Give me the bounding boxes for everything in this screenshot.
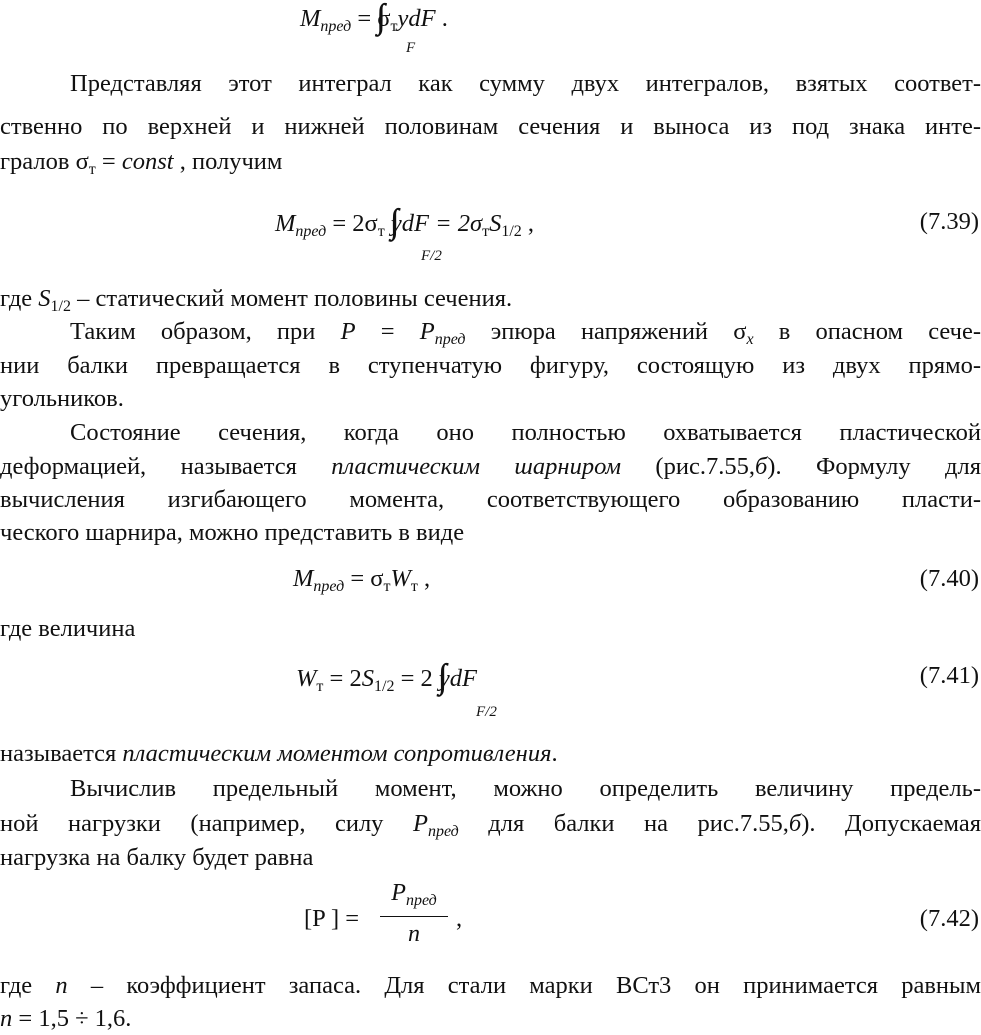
paragraph-line: деформацией, называется пластическим шарниром (рис.7.55,б). Формулу для [0, 453, 981, 480]
paragraph-line: Таким образом, при $P = P_{пред}$ эпюра напряжений $\sigma_x$ в опасном сече- [70, 318, 981, 348]
integral-limit: F/2 [476, 704, 497, 720]
equation-number: (7.40) [919, 565, 979, 592]
paragraph-line: угольников. [0, 385, 124, 412]
equation-number: (7.42) [919, 905, 979, 932]
paragraph-line: n = 1,5 ÷ 1,6. [0, 1005, 132, 1032]
fraction-numerator: $P_{пред}$ [391, 880, 437, 909]
equation-comma: , [456, 905, 463, 932]
paragraph-line: Представляя этот интеграл как сумму двух интегралов, взятых соответ- [70, 70, 981, 97]
equation-number: (7.41) [919, 662, 979, 689]
paragraph-line: гралов $\sigma_т$ = const , получим [0, 148, 283, 178]
paragraph-line: где n – коэффициент запаса. Для стали марки ВСт3 он принимается равным [0, 972, 981, 999]
integral-limit: F/2 [421, 248, 442, 264]
equation-7-42-lhs: [P ] = [304, 905, 360, 932]
equation-7-41: $W_т = 2S_{1/2} = 2$ ydF [296, 665, 477, 695]
equation-7-39: $M_{пред} = 2\sigma_т$ ydF = $2\sigma_тS_{1/2}$ , [275, 210, 535, 240]
paragraph-line: вычисления изгибающего момента, соответствующего образованию пласти- [0, 486, 981, 513]
fraction [380, 880, 448, 951]
fraction-denominator: n [408, 921, 420, 947]
integral-limit: F [406, 40, 416, 56]
paragraph-line: ной нагрузки (например, силу $P_{пред}$ для балки на рис.7.55,б). Допускаемая [0, 810, 981, 840]
paragraph-line: где величина [0, 615, 136, 642]
equation-7-40: $M_{пред} = \sigma_тW_т$ , [293, 565, 431, 595]
paragraph-line: нии балки превращается в ступенчатую фигуру, состоящую из двух прямо- [0, 352, 981, 379]
paragraph-line: где $S_{1/2}$ – статический момент половины сечения. [0, 285, 513, 315]
equation-number: (7.39) [919, 208, 979, 235]
paragraph-line: нагрузка на балку будет равна [0, 844, 314, 871]
paragraph-line: ственно по верхней и нижней половинам сечения и выноса из под знака инте- [0, 113, 981, 140]
paragraph-line: ческого шарнира, можно представить в виде [0, 519, 465, 546]
paragraph-line: Состояние сечения, когда оно полностью охватывается пластической [70, 419, 981, 446]
equation-limit-moment: $M_{пред} = \sigma_тydF$ . [300, 5, 448, 35]
paragraph-line: Вычислив предельный момент, можно определить величину предель- [70, 775, 981, 802]
paragraph-line: называется пластическим моментом сопротивления. [0, 740, 558, 767]
